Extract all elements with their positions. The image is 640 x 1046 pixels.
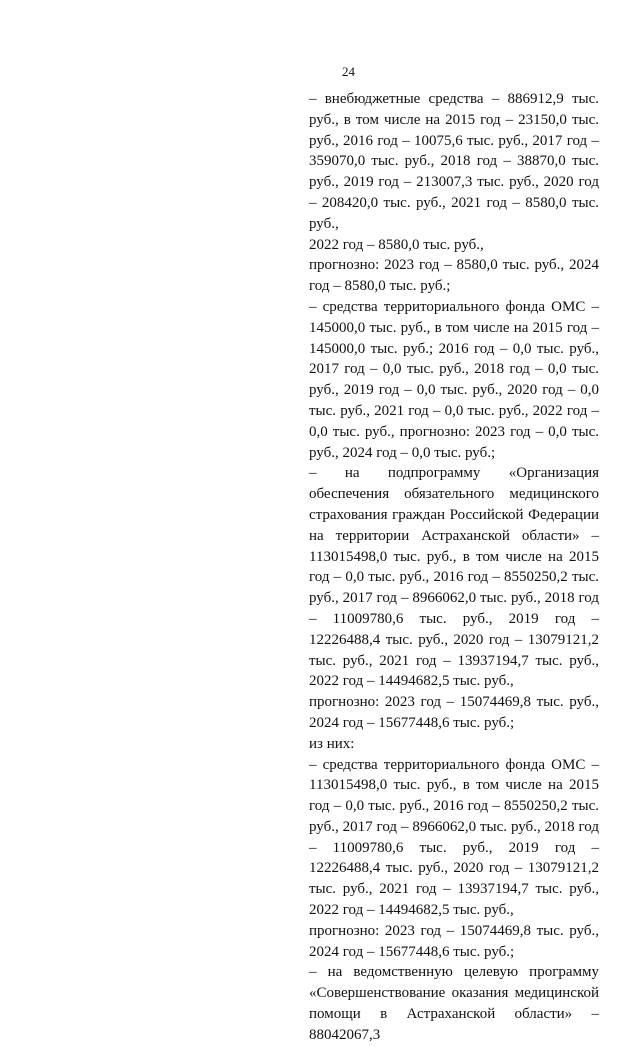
paragraph-of-them: из них: xyxy=(309,735,355,752)
paragraph-forecast-subprogram: прогнозно: 2023 год – 15074469,8 тыс. руб., 2024 год – 15677448,6 тыс. руб.; xyxy=(309,694,599,731)
paragraph-departmental-program: – на ведомственную целевую программу «Совершенствование оказания медицинской помощи в Астраханской области» – 88042067,3 xyxy=(309,964,599,1043)
paragraph-extrabudget-funds: – внебюджетные средства – 886912,9 тыс. руб., в том числе на 2015 год – 23150,0 тыс. руб., 2016 год – 10075,6 тыс. руб., 2017 год – 359070,0 тыс. руб., 2018 год – 38870,0 тыс. руб., 2019 год – 213007,3 тыс. руб., 2020 год – 208420,0 тыс. руб., 2021 год – 8580,0 тыс. руб., xyxy=(309,91,599,232)
paragraph-oms-fund-2: – средства территориального фонда ОМС – 113015498,0 тыс. руб., в том числе на 2015 год – 0,0 тыс. руб., 2016 год – 8550250,2 тыс. руб., 2017 год – 8966062,0 тыс. руб., 2018 год – 11009780,6 тыс. руб., 2019 год – xyxy=(309,756,599,856)
paragraph-forecast-extrabudget: прогнозно: 2023 год – 8580,0 тыс. руб., 2024 год – 8580,0 тыс. руб.; xyxy=(309,257,599,295)
paragraph-forecast-oms-fund-2: прогнозно: 2023 год – 15074469,8 тыс. руб., 2024 год – 15677448,6 тыс. руб.; xyxy=(309,922,599,960)
paragraph-2022-extrabudget: 2022 год – 8580,0 тыс. руб., xyxy=(309,236,484,253)
text-column xyxy=(309,89,599,1046)
paragraph-subprogram-oms: – на подпрограмму «Организация обеспечения обязательного медицинского страхования граждан Российской Федерации на территории Астраханской области» – 113015498,0 тыс. руб., в том числе на 2015 год – 0,0 тыс. руб., 2016 год – 8550250,2 тыс. руб., 2017 год – 8966062,0 тыс. руб., 2018 год – 11009780,6 тыс. руб., 2019 год – 12226488,4 тыс. руб., 2020 год – 13079121,2 тыс. руб., 2021 год – 13937194,7 тыс. руб., 2022 год – 14494682,5 тыс. руб., xyxy=(309,465,599,690)
page-number: 24 xyxy=(342,64,355,79)
paragraph-oms-fund: – средства территориального фонда ОМС – 145000,0 тыс. руб., в том числе на 2015 год – 145000,0 тыс. руб.; 2016 год – 0,0 тыс. руб., 2017 год – 0,0 тыс. руб., 2018 год – 0,0 тыс. руб., 2019 год – 0,0 тыс. руб., 2020 год – 0,0 тыс. руб., 2021 год – 0,0 тыс. руб., 2022 год – 0,0 тыс. руб., прогнозно: 2023 год – 0,0 тыс. руб., 2024 год – 0,0 тыс. руб.; xyxy=(309,298,599,461)
paragraph-oms-fund-2-cont: 12226488,4 тыс. руб., 2020 год – 13079121,2 тыс. руб., 2021 год – 13937194,7 тыс. руб., 2022 год – 14494682,5 тыс. руб., xyxy=(309,860,599,919)
